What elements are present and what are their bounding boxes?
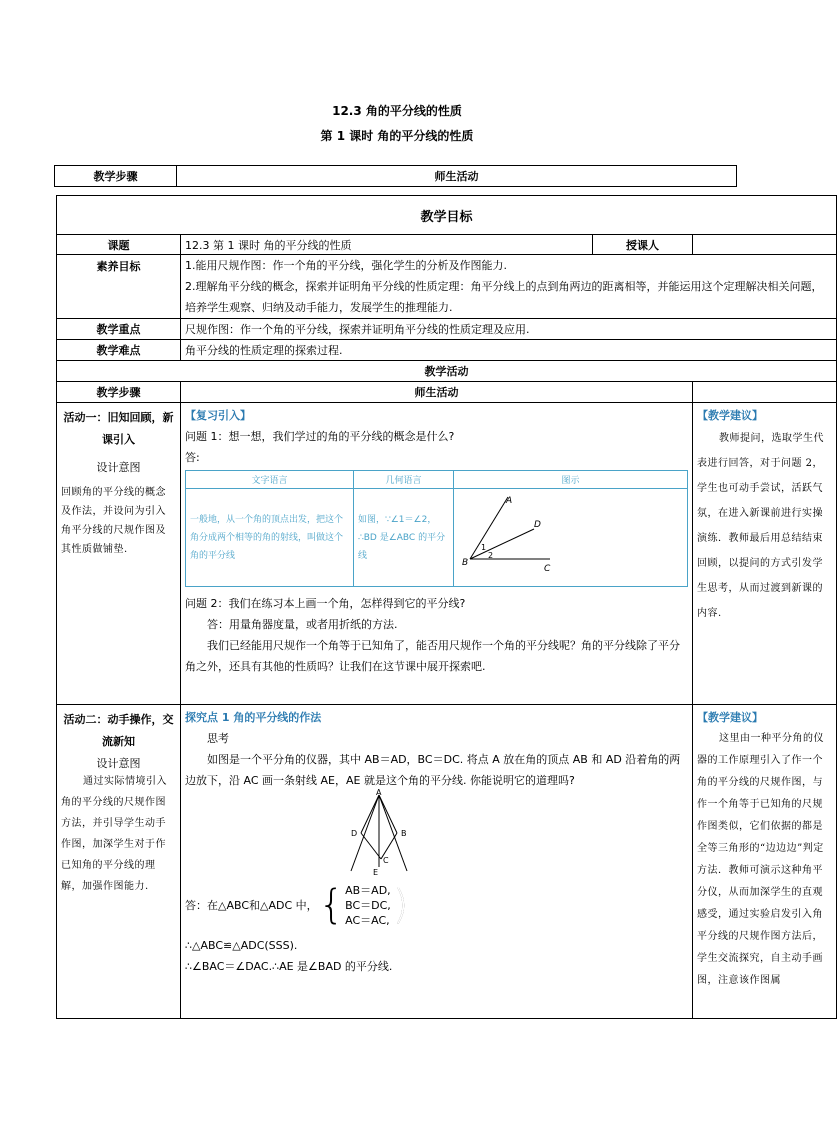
kite-label-d: D	[351, 829, 358, 838]
explore-paragraph: 如图是一个平分角的仪器，其中 AB＝AD，BC＝DC. 将点 A 放在角的顶点 AB 和 AD 沿着角的两边放下，沿 AC 画一条射线 AE，AE 就是这个角的平分线. 你能说明它的道理吗?	[185, 753, 681, 787]
advice-label-1: 【教学建议】	[697, 409, 763, 422]
topic-label: 课题	[57, 235, 181, 255]
definition-header-text: 文字语言	[186, 471, 354, 489]
conclusion-2: ∴∠BAC＝∠DAC.∴AE 是∠BAD 的平分线.	[185, 960, 393, 973]
advice-text-2: 这里由一种平分角的仪器的工作原理引入了作一个角的平分线的尺规作图，与作一个角等于已知角的尺规作图类似，它们依据的都是全等三角形的“边边边”判定方法．教师可演示这种角平分仪，从而加深学生的直观感受，通过实验启发引入角平分线的尺规作图方法后，学生交流探究，自主动手画图，注意该作图属	[697, 733, 824, 986]
brace-left: {	[318, 882, 345, 928]
kite-label-b: B	[401, 829, 407, 838]
focus-label: 教学重点	[57, 319, 181, 340]
goals-heading: 教学目标	[57, 196, 837, 235]
activity1-design-text: 回顾角的平分线的概念及作法，并设问为引入角平分线的尺规作图及其性质做铺垫.	[61, 487, 166, 555]
angle-bisector-figure	[454, 489, 554, 583]
question-1: 问题 1：想一想，我们学过的角的平分线的概念是什么?	[185, 430, 455, 443]
lesson-subtitle: 第 1 课时 角的平分线的性质	[320, 129, 474, 143]
definition-table	[185, 470, 688, 587]
label-angle-1: 1	[481, 543, 487, 552]
activity2-design-text: 通过实际情境引入角的平分线的尺规作图方法，并引导学生动手作图，加深学生对于作已知角的平分线的理解，加强作图能力.	[61, 776, 167, 892]
teacher-value	[693, 235, 837, 255]
label-a: A	[506, 496, 513, 506]
header-table	[54, 165, 737, 187]
difficulty-value: 角平分线的性质定理的探索过程.	[181, 340, 837, 361]
think-label: 思考	[207, 732, 229, 745]
label-b: B	[462, 558, 469, 568]
kite-label-a: A	[376, 788, 382, 797]
header-steps: 教学步骤	[55, 166, 177, 187]
kite-ab	[379, 795, 397, 833]
definition-header-geo: 几何语言	[354, 471, 454, 489]
kite-label-c: C	[383, 856, 389, 865]
difficulty-label: 教学难点	[57, 340, 181, 361]
topic-value: 12.3 第 1 课时 角的平分线的性质	[181, 235, 593, 255]
conclusion-1: ∴△ABC≌△ADC(SSS).	[185, 939, 298, 952]
advice-label-2: 【教学建议】	[697, 711, 763, 724]
transition-paragraph: 我们已经能用尺规作一个角等于已知角了，能否用尺规作一个角的平分线呢？角的平分线除了平分角之外，还具有其他的性质吗？让我们在这节课中展开探索吧.	[185, 639, 680, 673]
label-d: D	[534, 520, 541, 530]
answer-prefix: 答：在△ABC和△ADC 中，	[185, 899, 318, 912]
steps-header: 教学步骤	[57, 382, 181, 403]
label-c: C	[544, 564, 551, 574]
literacy-goal-2: 2.理解角平分线的概念，探索并证明角平分线的性质定理：角平分线上的点到角两边的距离相等，并能运用这个定理解决相关问题，培养学生观察、归纳及动手能力，发展学生的推理能力.	[185, 280, 823, 314]
brace-right: )	[392, 882, 409, 928]
question-2: 问题 2：我们在练习本上画一个角，怎样得到它的平分线?	[185, 597, 466, 610]
activity-heading: 教学活动	[57, 361, 837, 382]
eq-ac-ac: AC＝AC,	[345, 913, 390, 927]
definition-text: 一般地，从一个角的顶点出发，把这个角分成两个相等的角的射线，叫做这个角的平分线	[186, 489, 354, 587]
kite-label-e: E	[373, 868, 379, 877]
eq-ab-ad: AB＝AD,	[345, 883, 391, 897]
activity1-name: 活动一：旧知回顾，新课引入	[63, 411, 174, 446]
label-angle-2: 2	[488, 551, 494, 560]
definition-geometry: 如图，∵∠1＝∠2，∴BD 是∠ABC 的平分线	[354, 489, 454, 587]
eq-bc-dc: BC＝DC,	[345, 898, 391, 912]
answer-2: 答：用量角器度量，或者用折纸的方法.	[207, 618, 398, 631]
advice-text-1: 教师提问，选取学生代表进行回答，对于问题 2，学生也可动手尝试，活跃气氛，在进入新课前进行实操演练．教师最后用总结结束回顾，以提问的方式引发学生思考，从而过渡到新课的内容.	[697, 433, 824, 619]
lesson-title: 12.3 角的平分线的性质	[332, 104, 462, 118]
header-activities: 师生活动	[177, 166, 737, 187]
main-table	[56, 195, 837, 1019]
activity2-name: 活动二：动手操作，交流新知	[63, 713, 174, 748]
literacy-label: 素养目标	[57, 255, 181, 319]
teacher-label: 授课人	[593, 235, 693, 255]
answer-1-label: 答:	[185, 451, 200, 464]
literacy-goal-1: 1.能用尺规作图：作一个角的平分线，强化学生的分析及作图能力.	[185, 259, 507, 272]
kite-ad	[361, 795, 379, 833]
focus-value: 尺规作图：作一个角的平分线，探索并证明角平分线的性质定理及应用.	[181, 319, 837, 340]
explore-section-title: 探究点 1 角的平分线的作法	[185, 711, 322, 724]
activities-header: 师生活动	[181, 382, 693, 403]
kite-instrument-figure	[345, 788, 425, 877]
congruence-conditions	[345, 883, 391, 928]
definition-header-figure: 图示	[454, 471, 688, 489]
activity2-design-label: 设计意图	[96, 757, 141, 770]
review-section-title: 【复习引入】	[185, 409, 251, 422]
activity1-design-label: 设计意图	[96, 461, 141, 474]
